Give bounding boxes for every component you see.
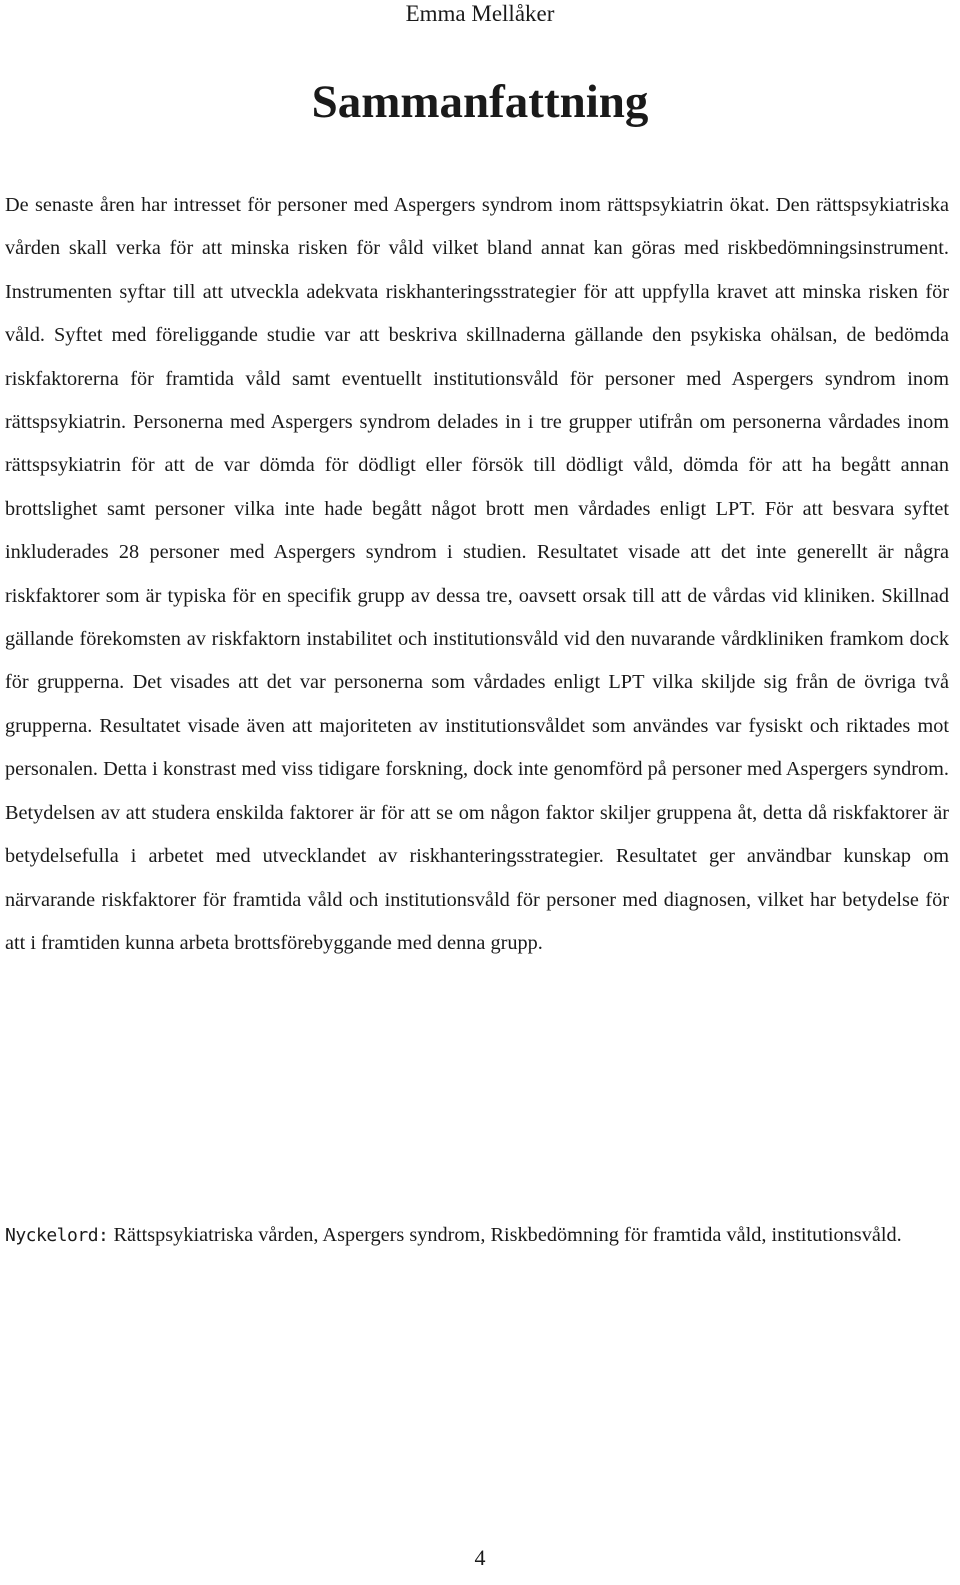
page-title: Sammanfattning [311,76,649,128]
running-header-author: Emma Mellåker [405,1,555,26]
keywords-paragraph [5,1214,949,1257]
keywords-label: Nyckelord: [5,1225,109,1246]
page-number: 4 [474,1545,486,1570]
abstract-paragraph: De senaste åren har intresset för personer med Aspergers syndrom inom rättspsykiatrin ökat. Den rättspsykiatriska vården skall verka för att minska risken för våld vilket bland annat kan göras med riskbedömningsinstrument. Instrumenten syftar till att utveckla adekvata riskhanteringsstrategier för att uppfylla kravet att minska risken för våld. Syftet med föreliggande studie var att beskriva skillnaderna gällande den psykiska ohälsan, de bedömda riskfaktorerna för framtida våld samt eventuellt institutionsvåld för personer med Aspergers syndrom inom rättspsykiatrin. Personerna med Aspergers syndrom delades in i tre grupper utifrån om personerna vårdades inom rättspsykiatrin för att de var dömda för dödligt eller försök till dödligt våld, dömda för att ha begått annan brottslighet samt personer vilka inte hade begått något brott men vårdades enligt LPT. För att besvara syftet inkluderades 28 personer med Aspergers syndrom i studien. Resultatet visade att det inte generellt är några riskfaktorer som är typiska för en specifik grupp av dessa tre, oavsett orsak till att de vårdas vid kliniken. Skillnad gällande förekomsten av riskfaktorn instabilitet och institutionsvåld vid den nuvarande vårdkliniken framkom dock för grupperna. Det visades att det var personerna som vårdades enligt LPT vilka skiljde sig från de övriga två grupperna. Resultatet visade även att majoriteten av institutionsvåldet som användes var fysiskt och riktades mot personalen. Detta i konstrast med viss tidigare forskning, dock inte genomförd på personer med Aspergers syndrom. Betydelsen av att studera enskilda faktorer är för att se om någon faktor skiljer gruppena åt, detta då riskfaktorer är betydelsefulla i arbetet med utvecklandet av riskhanteringsstrategier. Resultatet ger användbar kunskap om närvarande riskfaktorer för framtida våld och institutionsvåld för personer med diagnosen, vilket har betydelse för att i framtiden kunna arbeta brottsförebyggande med denna grupp. [5,194,949,954]
keywords-text: Rättspsykiatriska vården, Aspergers syndrom, Riskbedömning för framtida våld, institutionsvåld. [113,1224,902,1246]
